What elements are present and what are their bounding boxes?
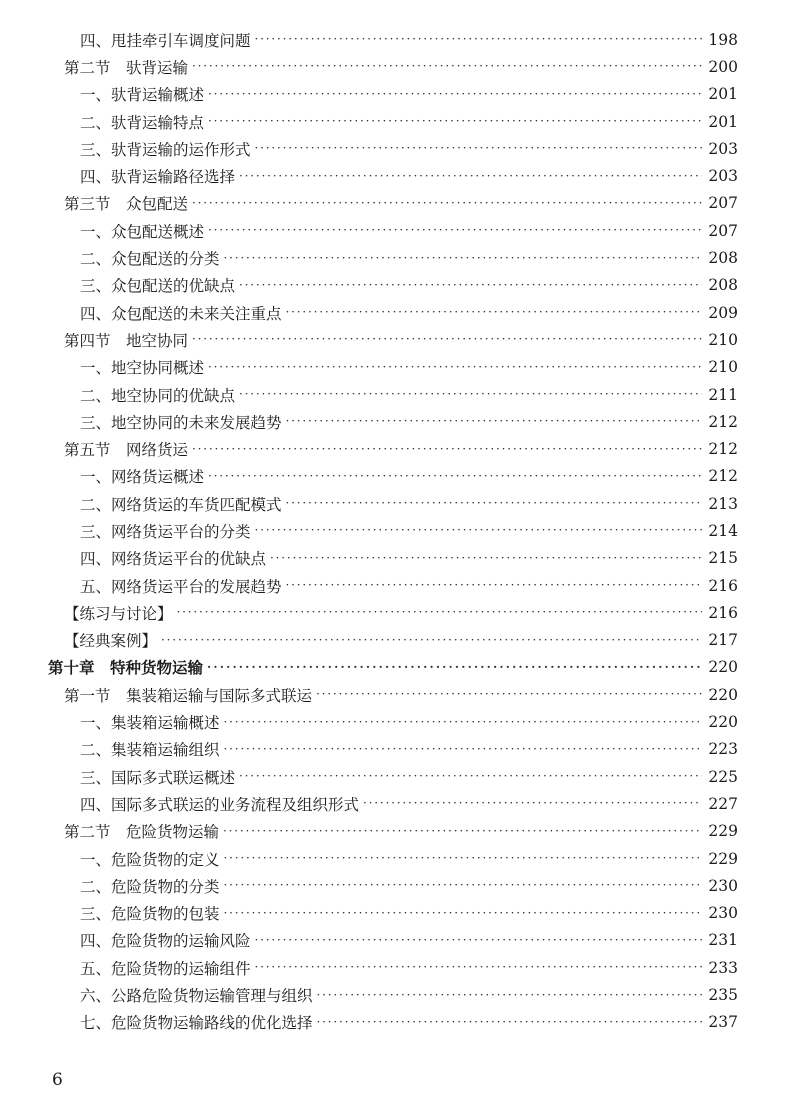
toc-entry-title: 二、危险货物的分类 <box>80 877 220 896</box>
toc-entry-title: 二、地空协同的优缺点 <box>80 386 236 405</box>
toc-entry-page: 215 <box>708 549 738 568</box>
toc-entry-sub[interactable] <box>0 26 790 53</box>
toc-entry-page: 208 <box>708 249 738 268</box>
toc-entry-title: 三、网络货运平台的分类 <box>80 522 251 541</box>
toc-entry-page: 217 <box>708 631 738 650</box>
dot-leader <box>192 190 702 217</box>
toc-entry-title: 五、网络货运平台的发展趋势 <box>80 577 282 596</box>
toc-entry-page: 220 <box>708 658 738 677</box>
dot-leader <box>255 26 702 53</box>
toc-entry-sub[interactable] <box>0 299 790 326</box>
toc-entry-sub[interactable] <box>0 708 790 735</box>
dot-leader <box>192 326 702 353</box>
toc-entry-sub[interactable] <box>0 135 790 162</box>
dot-leader <box>207 654 702 681</box>
toc-entry-section[interactable] <box>0 435 790 462</box>
dot-leader <box>317 1009 702 1036</box>
toc-entry-sub[interactable] <box>0 900 790 927</box>
toc-entry-sub[interactable] <box>0 954 790 981</box>
dot-leader <box>239 381 702 408</box>
toc-entry-page: 225 <box>708 767 738 786</box>
dot-leader <box>286 490 702 517</box>
toc-entry-page: 203 <box>708 139 738 158</box>
toc-entry-page: 198 <box>708 30 738 49</box>
dot-leader <box>208 217 702 244</box>
dot-leader <box>239 163 702 190</box>
toc-entry-page: 212 <box>708 440 738 459</box>
toc-entry-title: 第二节 驮背运输 <box>64 58 189 77</box>
toc-entry-sub[interactable] <box>0 162 790 189</box>
dot-leader <box>224 245 702 272</box>
toc-entry-title: 【经典案例】 <box>64 632 158 651</box>
toc-entry-sub[interactable] <box>0 490 790 517</box>
dot-leader <box>161 627 702 654</box>
dot-leader <box>208 463 702 490</box>
toc-entry-page: 203 <box>708 167 738 186</box>
dot-leader <box>363 790 702 817</box>
dot-leader <box>270 545 702 572</box>
dot-leader <box>286 299 702 326</box>
toc-entry-title: 第十章 特种货物运输 <box>48 658 204 678</box>
toc-entry-title: 四、驮背运输路径选择 <box>80 168 236 187</box>
toc-entry-page: 210 <box>708 358 738 377</box>
toc-entry-page: 229 <box>708 849 738 868</box>
toc-entry-sub[interactable] <box>0 872 790 899</box>
toc-entry-page: 220 <box>708 713 738 732</box>
toc-entry-title: 一、网络货运概述 <box>80 468 205 487</box>
toc-entry-title: 五、危险货物的运输组件 <box>80 959 251 978</box>
toc-entry-chapter[interactable] <box>0 654 790 681</box>
toc-entry-sub[interactable] <box>0 408 790 435</box>
toc-entry-page: 209 <box>708 303 738 322</box>
toc-entry-title: 第五节 网络货运 <box>64 441 189 460</box>
toc-entry-page: 207 <box>708 221 738 240</box>
toc-entry-page: 208 <box>708 276 738 295</box>
toc-entry-title: 六、公路危险货物运输管理与组织 <box>80 987 313 1006</box>
toc-entry-title: 二、集装箱运输组织 <box>80 741 220 760</box>
toc-entry-title: 四、甩挂牵引车调度问题 <box>80 31 251 50</box>
toc-entry-page: 212 <box>708 412 738 431</box>
toc-entry-title: 四、国际多式联运的业务流程及组织形式 <box>80 795 360 814</box>
toc-entry-sub[interactable] <box>0 217 790 244</box>
dot-leader <box>224 900 702 927</box>
dot-leader <box>224 709 702 736</box>
toc-entry-page: 237 <box>708 1013 738 1032</box>
toc-entry-page: 212 <box>708 467 738 486</box>
toc-entry-title: 二、驮背运输特点 <box>80 113 205 132</box>
toc-entry-sub[interactable] <box>0 354 790 381</box>
toc-entry-page: 207 <box>708 194 738 213</box>
toc-entry-section[interactable] <box>0 326 790 353</box>
toc-entry-page: 213 <box>708 494 738 513</box>
toc-entry-page: 220 <box>708 685 738 704</box>
toc-entry-page: 216 <box>708 603 738 622</box>
toc-entry-section[interactable] <box>0 681 790 708</box>
dot-leader <box>255 517 702 544</box>
toc-entry-title: 【练习与讨论】 <box>64 604 173 623</box>
toc-entry-sub[interactable] <box>0 81 790 108</box>
toc-entry-page: 230 <box>708 904 738 923</box>
toc-entry-title: 四、众包配送的未来关注重点 <box>80 304 282 323</box>
toc-entry-sub[interactable] <box>0 108 790 135</box>
toc-entry-title: 一、众包配送概述 <box>80 222 205 241</box>
toc-entry-sub[interactable] <box>0 272 790 299</box>
toc-entry-title: 第三节 众包配送 <box>64 195 189 214</box>
toc-entry-title: 三、驮背运输的运作形式 <box>80 140 251 159</box>
dot-leader <box>224 736 702 763</box>
dot-leader <box>316 681 702 708</box>
toc-entry-section[interactable] <box>0 53 790 80</box>
toc-entry-sub[interactable] <box>0 463 790 490</box>
dot-leader <box>286 572 702 599</box>
toc-entry-title: 二、网络货运的车货匹配模式 <box>80 495 282 514</box>
dot-leader <box>239 763 702 790</box>
toc-entry-title: 三、众包配送的优缺点 <box>80 277 236 296</box>
toc-entry-page: 227 <box>708 794 738 813</box>
toc-entry-title: 一、地空协同概述 <box>80 359 205 378</box>
table-of-contents <box>0 26 790 1036</box>
toc-entry-title: 三、地空协同的未来发展趋势 <box>80 413 282 432</box>
toc-entry-title: 一、集装箱运输概述 <box>80 714 220 733</box>
toc-entry-title: 四、危险货物的运输风险 <box>80 932 251 951</box>
toc-entry-page: 230 <box>708 876 738 895</box>
toc-entry-title: 四、网络货运平台的优缺点 <box>80 550 267 569</box>
toc-entry-title: 第四节 地空协同 <box>64 331 189 350</box>
toc-entry-sub[interactable] <box>0 763 790 790</box>
toc-entry-sub[interactable] <box>0 572 790 599</box>
dot-leader <box>208 108 702 135</box>
toc-entry-page: 233 <box>708 958 738 977</box>
toc-entry-sub[interactable] <box>0 1009 790 1036</box>
toc-entry-section[interactable] <box>0 818 790 845</box>
toc-entry-title: 一、危险货物的定义 <box>80 850 220 869</box>
toc-entry-title: 二、众包配送的分类 <box>80 250 220 269</box>
toc-entry-sub[interactable] <box>0 790 790 817</box>
toc-entry-page: 229 <box>708 822 738 841</box>
toc-entry-page: 201 <box>708 112 738 131</box>
toc-entry-page: 231 <box>708 931 738 950</box>
toc-entry-page: 235 <box>708 986 738 1005</box>
toc-entry-sub[interactable] <box>0 927 790 954</box>
toc-entry-sub[interactable] <box>0 517 790 544</box>
dot-leader <box>177 599 702 626</box>
dot-leader <box>223 818 702 845</box>
toc-entry-extra[interactable] <box>0 599 790 626</box>
toc-entry-sub[interactable] <box>0 736 790 763</box>
toc-entry-title: 三、国际多式联运概述 <box>80 768 236 787</box>
dot-leader <box>208 354 702 381</box>
toc-entry-title: 三、危险货物的包装 <box>80 905 220 924</box>
toc-entry-page: 223 <box>708 740 738 759</box>
toc-entry-sub[interactable] <box>0 545 790 572</box>
page-number: 6 <box>52 1070 63 1090</box>
dot-leader <box>317 982 702 1009</box>
dot-leader <box>224 872 702 899</box>
dot-leader <box>255 135 702 162</box>
toc-entry-page: 210 <box>708 330 738 349</box>
toc-entry-page: 201 <box>708 85 738 104</box>
dot-leader <box>255 927 702 954</box>
dot-leader <box>208 81 702 108</box>
toc-entry-title: 第二节 危险货物运输 <box>64 823 220 842</box>
dot-leader <box>239 272 702 299</box>
toc-entry-sub[interactable] <box>0 381 790 408</box>
toc-entry-title: 一、驮背运输概述 <box>80 86 205 105</box>
toc-entry-section[interactable] <box>0 190 790 217</box>
dot-leader <box>192 436 702 463</box>
toc-entry-sub[interactable] <box>0 981 790 1008</box>
toc-entry-page: 214 <box>708 521 738 540</box>
dot-leader <box>286 408 702 435</box>
toc-entry-sub[interactable] <box>0 845 790 872</box>
dot-leader <box>224 845 702 872</box>
toc-entry-page: 200 <box>708 57 738 76</box>
dot-leader <box>192 53 702 80</box>
toc-entry-page: 216 <box>708 576 738 595</box>
toc-entry-sub[interactable] <box>0 244 790 271</box>
toc-entry-title: 第一节 集装箱运输与国际多式联运 <box>64 686 313 705</box>
toc-entry-extra[interactable] <box>0 627 790 654</box>
toc-entry-title: 七、危险货物运输路线的优化选择 <box>80 1014 313 1033</box>
dot-leader <box>255 954 702 981</box>
toc-entry-page: 211 <box>708 385 738 404</box>
